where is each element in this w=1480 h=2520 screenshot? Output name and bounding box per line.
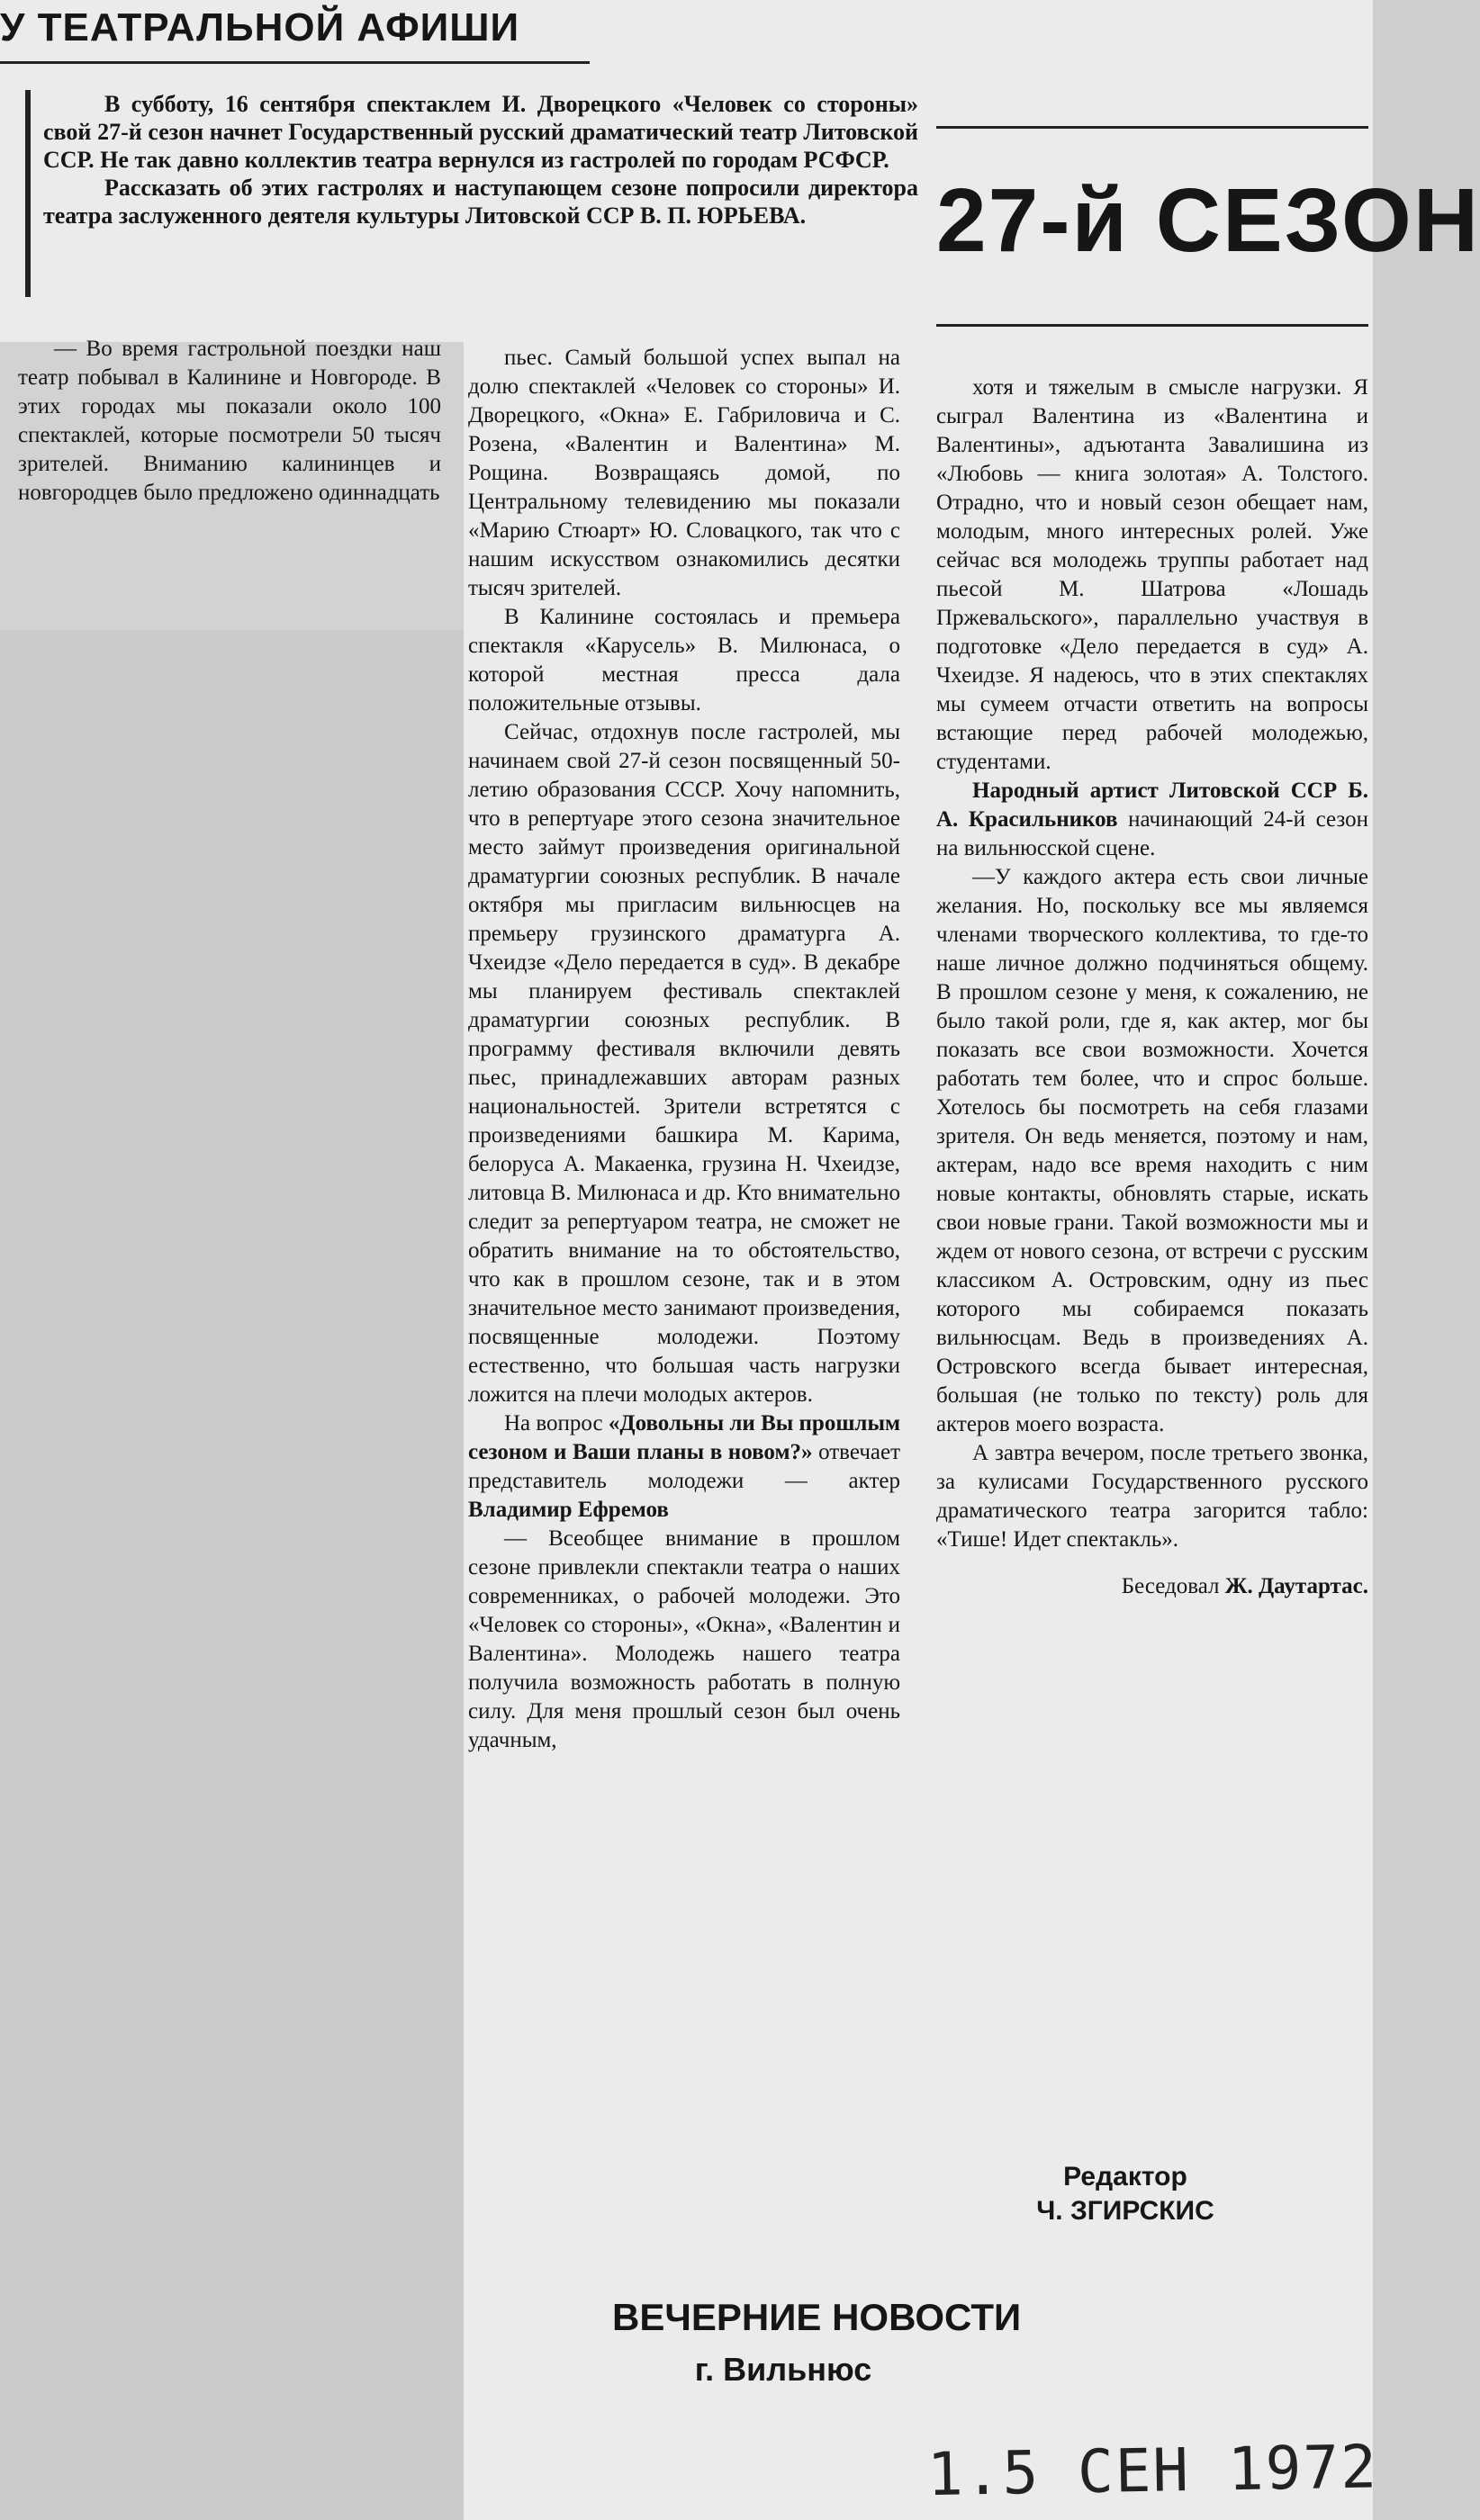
question-intro: На вопрос bbox=[504, 1411, 609, 1436]
signature-label: Беседовал bbox=[1121, 1574, 1225, 1598]
headline-rule-top bbox=[936, 126, 1368, 129]
editor-title: Редактор bbox=[1063, 2162, 1187, 2192]
respondent-name: Владимир Ефремов bbox=[468, 1498, 669, 1522]
lead-text-1: В субботу, 16 сентября спектаклем И. Дворецкого «Человек со стороны» свой 27-й сезон начнет Государственный русский драматический театр Литовской ССР. Не так давно коллектив театра вернулся из гастролей по городам РСФСР. bbox=[43, 91, 918, 173]
signature-name: Ж. Даутартас. bbox=[1224, 1574, 1368, 1598]
headline: 27-й СЕЗОН bbox=[936, 170, 1480, 271]
paragraph: А завтра вечером, после третьего звонка, за кулисами Государственного русского драматического театра загорится табло: «Тише! Идет спектакль». bbox=[936, 1441, 1368, 1552]
newspaper-city: г. Вильнюс bbox=[694, 2351, 872, 2388]
interviewer-signature bbox=[936, 1572, 1368, 1601]
question-middle: отвечает представитель молодежи — актер bbox=[468, 1440, 901, 1493]
artist-rest: начинающий 24-й сезон на вильнюсской сцене. bbox=[936, 807, 1369, 860]
date-stamp: 1.5 СЕН 1972 bbox=[926, 2432, 1379, 2510]
backing-sheet bbox=[0, 630, 464, 2520]
headline-rule-bottom bbox=[936, 324, 1368, 327]
paragraph: хотя и тяжелым в смысле нагрузки. Я сыграл Валентина из «Валентина и Валентины», адъютанта Завалишина из «Любовь — книга золотая» А. Толстого. Отрадно, что и новый сезон обещает нам, молодым, много интересных ролей. Уже сейчас вся молодежь труппы работает над пьесой М. Шатрова «Лошадь Пржевальского», параллельно участвуя в подготовке «Дело передается в суд» А. Чхеидзе. Я надеюсь, что в этих спектаклях мы сумеем отчасти ответить на вопросы встающие перед рабочей молодежью, студентами. bbox=[936, 375, 1368, 774]
article-column-1 bbox=[18, 335, 441, 632]
paragraph: — Во время гастрольной поездки наш театр побывал в Калинине и Новгороде. В этих городах мы показали около 100 спектаклей, которые посмотрели 50 тысяч зрителей. Вниманию калининцев и новгородцев было предложено одиннадцать bbox=[18, 337, 441, 505]
newspaper-name: ВЕЧЕРНИЕ НОВОСТИ bbox=[612, 2296, 1022, 2338]
paragraph: Сейчас, отдохнув после гастролей, мы начинаем свой 27-й сезон посвященный 50-летию образования СССР. Хочу напомнить, что в репертуаре этого сезона значительное место займут произведения оригинальной драматургии союзных республик. В начале октября мы пригласим вильнюсцев на премьеру грузинского драматурга А. Чхеидзе «Дело передается в суд». В декабре мы планируем фестиваль спектаклей драматургии союзных республик. В программу фестиваля включили девять пьес, принадлежавших авторам разных национальностей. Зрители встретятся с произведениями башкира М. Карима, белоруса А. Макаенка, грузина Н. Чхеидзе, литовца В. Милюнаса и др. Кто внимательно следит за репертуаром театра, не сможет не обратить внимание на то обстоятельство, что как в прошлом сезоне, так и в этом значительное место занимают произведения, посвященные молодежи. Поэтому естественно, что большая часть нагрузки ложится на плечи молодых актеров. bbox=[468, 720, 900, 1407]
editor-name: Ч. ЗГИРСКИС bbox=[1036, 2196, 1214, 2226]
artist-name: Народный артист Литовской ССР Б. А. Красильников bbox=[936, 778, 1368, 832]
article-column-2 bbox=[468, 344, 900, 2171]
paragraph: пьес. Самый большой успех выпал на долю спектаклей «Человек со стороны» И. Дворецкого, «Окна» Е. Габриловича и С. Розена, «Валентин и Валентина» М. Рощина. Возвращаясь домой, по Центральному телевидению мы показали «Марию Стюарт» Ю. Словацкого, так что с нашим искусством ознакомились десятки тысяч зрителей. bbox=[468, 346, 900, 600]
paragraph: — Всеобщее внимание в прошлом сезоне привлекли спектакли театра о наших современниках, о рабочей молодежи. Это «Человек со стороны», «Окна», «Валентин и Валентина». Молодежь нашего театра получила возможность работать в полную силу. Для меня прошлый сезон был очень удачным, bbox=[468, 1526, 900, 1752]
article-column-3 bbox=[936, 374, 1368, 2092]
editor-block bbox=[981, 2160, 1269, 2228]
artist-intro bbox=[936, 777, 1368, 863]
rubric-heading: У ТЕАТРАЛЬНОЙ АФИШИ bbox=[0, 5, 590, 64]
paragraph: —У каждого актера есть свои личные желания. Но, поскольку все мы являемся членами творческого коллектива, то где-то наше личное должно подчиняться общему. В прошлом сезоне у меня, к сожалению, не было такой роли, где я, как актер, мог бы показать все свои возможности. Хочется работать тем более, что и спрос больше. Хотелось бы посмотреть на себя глазами зрителя. Он ведь меняется, поэтому и нам, актерам, надо все время находить с ним новые контакты, обновлять старые, искать свои новые грани. Такой возможности мы и ждем от нового сезона, от встречи с русским классиком А. Островским, одну из пьес которого мы собираемся показать вильнюсцам. Ведь в произведениях А. Островского всегда бывает интересная, большая (не только по тексту) роль для актеров моего возраста. bbox=[936, 865, 1368, 1436]
lead-text-2: Рассказать об этих гастролях и наступающем сезоне попросили директора театра заслуженного деятеля культуры Литовской ССР В. П. ЮРЬЕВА. bbox=[43, 175, 918, 229]
lead-paragraph bbox=[25, 90, 918, 297]
paragraph: В Калинине состоялась и премьера спектакля «Карусель» В. Милюнаса, о которой местная пресса дала положительные отзывы. bbox=[468, 605, 900, 716]
question-paragraph bbox=[468, 1409, 900, 1525]
question-bold: «Довольны ли Вы прошлым сезоном и Ваши планы в новом?» bbox=[468, 1411, 900, 1464]
